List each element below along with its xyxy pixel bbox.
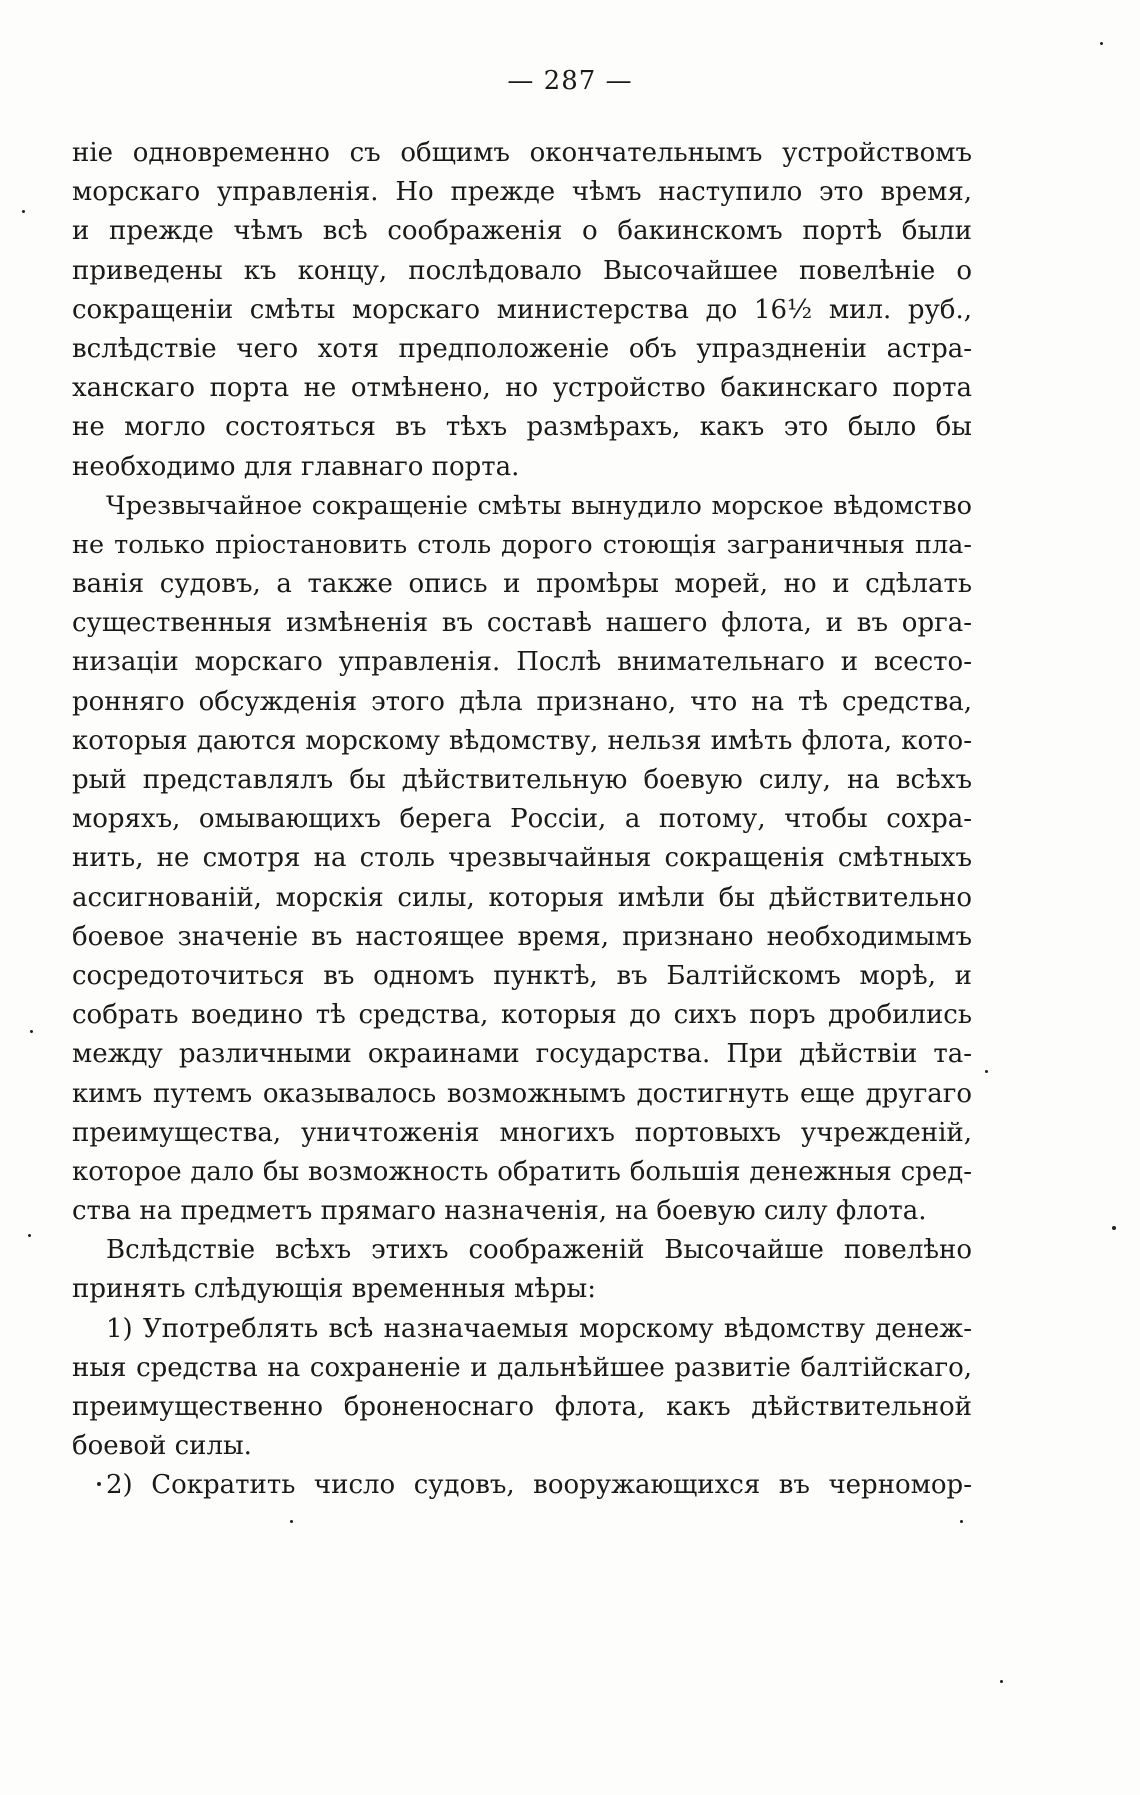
text-line: Вслѣдствіе всѣхъ этихъ соображеній Высочайше повелѣно	[106, 1235, 972, 1266]
text-line: моряхъ, омывающихъ берега Россіи, а потому, чтобы сохра-	[72, 804, 972, 835]
text-line: нить, не смотря на столь чрезвычайныя сокращенія смѣтныхъ	[72, 843, 972, 874]
text-line: ронняго обсужденія этого дѣла признано, что на тѣ средства,	[72, 686, 972, 717]
text-line: боевой силы.	[72, 1431, 252, 1462]
text-line: низаціи морскаго управленія. Послѣ внимательнаго и всесто-	[72, 647, 972, 678]
scan-speck	[960, 1520, 963, 1523]
text-line: которыя даются морскому вѣдомству, нельзя имѣть флота, кото-	[72, 725, 972, 756]
scan-speck	[28, 1234, 31, 1237]
text-line: преимущества, уничтоженія многихъ портовыхъ учрежденій,	[72, 1117, 972, 1148]
text-line: сокращеніи смѣты морскаго министерства до 16½ мил. руб.,	[72, 294, 972, 325]
text-line: ассигнованій, морскія силы, которыя имѣли бы дѣйствительно	[72, 882, 972, 913]
text-line: ныя средства на сохраненіе и дальнѣйшее развитіе балтійскаго,	[72, 1352, 972, 1383]
text-line: не только пріостановить столь дорого стоющія заграничныя пла-	[72, 529, 972, 560]
text-line: морскаго управленія. Но прежде чѣмъ наступило это время,	[72, 177, 972, 208]
text-line: необходимо для главнаго порта.	[72, 451, 520, 482]
text-line: рый представлялъ бы дѣйствительную боевую силу, на всѣхъ	[72, 765, 972, 795]
body-text	[72, 134, 972, 1506]
scan-speck	[1000, 1680, 1003, 1683]
scan-speck	[1112, 1226, 1116, 1230]
text-line: ніе одновременно съ общимъ окончательнымъ устройствомъ	[72, 138, 972, 168]
text-line: между различными окраинами государства. При дѣйствіи та-	[72, 1039, 972, 1070]
text-line: 1) Употреблять всѣ назначаемыя морскому вѣдомству денеж-	[106, 1313, 972, 1344]
text-line: 2) Сократить число судовъ, вооружающихся въ черномор-	[106, 1470, 972, 1501]
text-line: ства на предметъ прямаго назначенія, на боевую силу флота.	[72, 1196, 927, 1227]
text-line: боевое значеніе въ настоящее время, признано необходимымъ	[72, 921, 972, 952]
text-line: существенныя измѣненія въ составѣ нашего флота, и въ орга-	[72, 608, 972, 639]
scan-speck	[97, 1482, 101, 1486]
text-line: сосредоточиться въ одномъ пунктѣ, въ Балтійскомъ морѣ, и	[72, 960, 972, 991]
scan-speck	[1100, 42, 1103, 45]
scan-speck	[985, 1070, 988, 1073]
text-line: вслѣдствіе чего хотя предположеніе объ упраздненіи астра-	[72, 333, 972, 364]
text-line: не могло состояться въ тѣхъ размѣрахъ, какъ это было бы	[72, 412, 972, 443]
scan-speck	[30, 1030, 33, 1033]
text-line: приведены къ концу, послѣдовало Высочайшее повелѣніе о	[72, 255, 972, 286]
text-line: собрать воедино тѣ средства, которыя до сихъ поръ дробились	[72, 1000, 972, 1031]
text-line: Чрезвычайное сокращеніе смѣты вынудило морское вѣдомство	[106, 490, 972, 521]
text-line: кимъ путемъ оказывалось возможнымъ достигнуть еще другаго	[72, 1078, 972, 1109]
page-number: — 287 —	[507, 66, 633, 96]
text-line: ханскаго порта не отмѣнено, но устройство бакинскаго порта	[72, 373, 972, 404]
scan-speck	[290, 1520, 293, 1523]
text-line: и прежде чѣмъ всѣ соображенія о бакинскомъ портѣ были	[72, 216, 972, 247]
text-line: которое дало бы возможность обратить большія денежныя сред-	[72, 1156, 972, 1187]
text-line: ванія судовъ, а также опись и промѣры морей, но и сдѣлать	[72, 569, 972, 600]
scan-speck	[22, 210, 25, 213]
text-line: принять слѣдующія временныя мѣры:	[72, 1274, 596, 1305]
text-line: преимущественно броненоснаго флота, какъ дѣйствительной	[72, 1392, 972, 1422]
